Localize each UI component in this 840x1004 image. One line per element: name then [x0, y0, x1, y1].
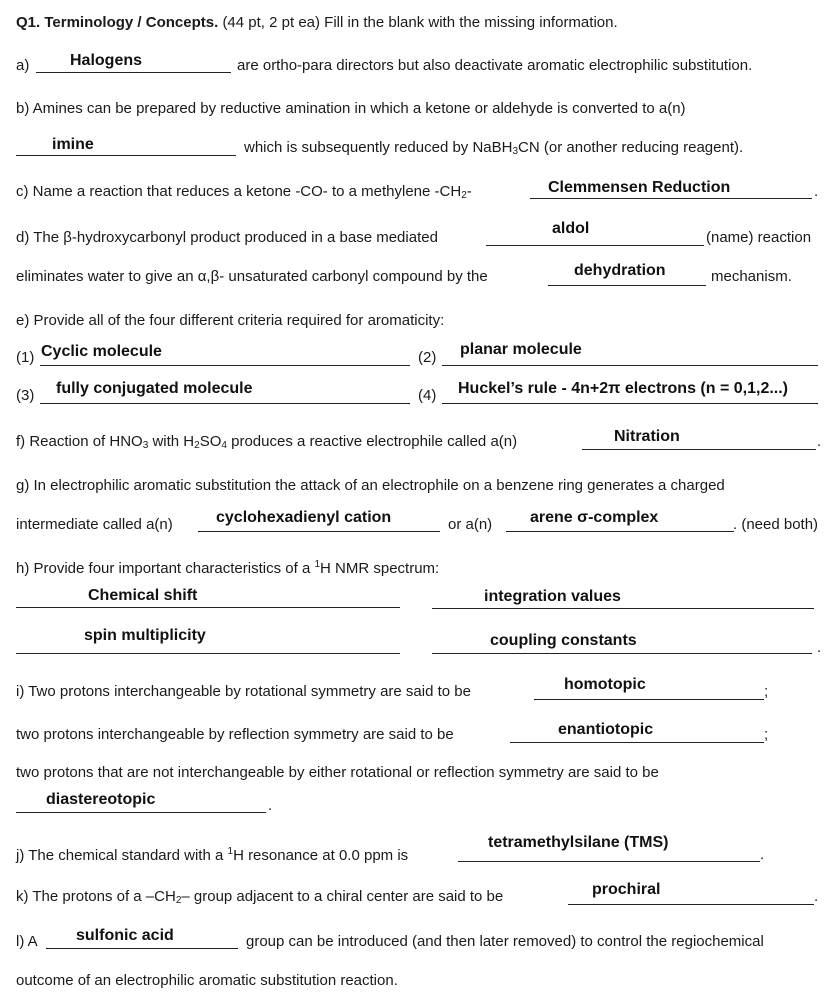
- item-a-blank: [36, 72, 231, 73]
- item-k-blank: [568, 904, 814, 905]
- item-h-blank-2: [432, 608, 814, 609]
- item-e-label-4: (4): [418, 387, 437, 404]
- item-h-post: H NMR spectrum:: [320, 560, 440, 577]
- item-k-post: – group adjacent to a chiral center are said to be: [181, 888, 504, 905]
- item-k-answer: prochiral: [592, 881, 661, 898]
- item-b-sub: 3: [512, 146, 519, 157]
- item-h-prompt: [16, 559, 439, 577]
- item-i-blank3: [16, 812, 266, 813]
- item-j-end: .: [760, 846, 765, 863]
- item-h-blank-4: [432, 653, 812, 654]
- item-b-blank: [16, 155, 236, 156]
- item-k-sub: 2: [175, 895, 182, 906]
- item-i-line3: two protons that are not interchangeable by either rotational or reflection symmetry are said to be: [16, 764, 659, 781]
- item-e-blank-4: [442, 403, 818, 404]
- item-i-end2: ;: [764, 726, 769, 743]
- item-l-blank: [46, 948, 238, 949]
- item-i-blank1: [534, 699, 764, 700]
- item-i-end3: .: [268, 797, 273, 814]
- item-i-answer2: enantiotopic: [558, 721, 654, 738]
- item-b-text-post: CN (or another reducing reagent).: [518, 139, 744, 156]
- item-k-text: [16, 888, 503, 906]
- item-e-answer-3: fully conjugated molecule: [56, 380, 253, 397]
- item-g-mid: or a(n): [448, 516, 493, 533]
- item-i-end1: ;: [764, 683, 769, 700]
- item-h-answer-2: integration values: [484, 588, 621, 605]
- item-e-label-1: (1): [16, 349, 35, 366]
- item-f-blank: [582, 449, 816, 450]
- item-g-answer1: cyclohexadienyl cation: [216, 509, 392, 526]
- item-k-pre: k) The protons of a –CH: [16, 888, 176, 905]
- item-i-answer1: homotopic: [564, 676, 646, 693]
- item-e-label-2: (2): [418, 349, 437, 366]
- item-d-line2: eliminates water to give an α,β- unsaturated carbonyl compound by the: [16, 268, 488, 285]
- item-l-label: l) A: [16, 933, 38, 950]
- item-e-answer-4: Huckel’s rule - 4n+2π electrons (n = 0,1,2...): [458, 380, 789, 397]
- item-e-blank-3: [40, 403, 410, 404]
- item-f-answer: Nitration: [614, 428, 680, 445]
- item-f-mid: with H: [152, 433, 195, 450]
- item-g-blank1: [198, 531, 440, 532]
- item-h-answer-4: coupling constants: [490, 632, 637, 649]
- item-d-answer1: aldol: [552, 220, 590, 237]
- item-h-end: .: [817, 639, 822, 656]
- item-j-answer: tetramethylsilane (TMS): [488, 834, 669, 851]
- item-d-blank2: [548, 285, 706, 286]
- item-j-pre: j) The chemical standard with a: [16, 847, 224, 864]
- item-h-blank-1: [16, 607, 400, 608]
- item-e-label-3: (3): [16, 387, 35, 404]
- item-j-post: H resonance at 0.0 ppm is: [233, 847, 409, 864]
- item-d-answer2: dehydration: [574, 262, 666, 279]
- item-l-text: group can be introduced (and then later removed) to control the regiochemical: [246, 933, 764, 950]
- item-l-line2: outcome of an electrophilic aromatic substitution reaction.: [16, 972, 398, 989]
- item-f-post: produces a reactive electrophile called a(n): [231, 433, 518, 450]
- item-g-answer2: arene σ-complex: [530, 509, 659, 526]
- item-f-text: [16, 433, 517, 451]
- item-d-line1-end: (name) reaction: [706, 229, 812, 246]
- item-f-sub2: 2: [194, 440, 200, 451]
- item-j-sup: 1: [227, 846, 234, 857]
- item-c-end: .: [814, 183, 819, 200]
- item-a-label: a): [16, 57, 30, 74]
- item-c-blank: [530, 198, 812, 199]
- item-c-dash: -: [466, 183, 472, 200]
- item-g-blank2: [506, 531, 734, 532]
- item-i-answer3: diastereotopic: [46, 791, 156, 808]
- item-g-line1: g) In electrophilic aromatic substitution the attack of an electrophile on a benzene ring generates a charged: [16, 477, 725, 494]
- item-h-sup: 1: [314, 559, 321, 570]
- item-j-blank: [458, 861, 760, 862]
- item-j-text: [16, 846, 408, 864]
- item-d-line1: d) The β-hydroxycarbonyl product produced in a base mediated: [16, 229, 438, 246]
- item-b-line2: [244, 139, 743, 157]
- item-g-pre: intermediate called a(n): [16, 516, 173, 533]
- item-b-answer: imine: [52, 136, 94, 153]
- item-d-line2-end: mechanism.: [711, 268, 792, 285]
- item-l-answer: sulfonic acid: [76, 927, 174, 944]
- item-c-answer: Clemmensen Reduction: [548, 179, 731, 196]
- item-c-sub: 2: [461, 190, 467, 201]
- item-f-end: .: [817, 433, 822, 450]
- item-k-end: .: [814, 888, 819, 905]
- item-f-sub3: 4: [221, 440, 227, 451]
- item-h-answer-1: Chemical shift: [88, 587, 198, 604]
- item-h-pre: h) Provide four important characteristics of a: [16, 560, 311, 577]
- item-b-text-pre: which is subsequently reduced by NaBH: [244, 139, 513, 156]
- item-e-blank-1: [40, 365, 410, 366]
- question-title: Q1. Terminology / Concepts.: [16, 14, 219, 31]
- item-c-pre: c) Name a reaction that reduces a ketone -CO- to a methylene -CH: [16, 183, 462, 200]
- question-header: [16, 14, 618, 31]
- item-b-line1: b) Amines can be prepared by reductive amination in which a ketone or aldehyde is converted to a(n): [16, 100, 686, 117]
- item-a-text: are ortho-para directors but also deactivate aromatic electrophilic substitution.: [237, 57, 753, 74]
- item-h-answer-3: spin multiplicity: [84, 627, 206, 644]
- item-e-blank-2: [442, 365, 818, 366]
- item-f-mid2: SO: [199, 433, 222, 450]
- item-e-prompt: e) Provide all of the four different criteria required for aromaticity:: [16, 312, 445, 329]
- item-i-line2: two protons interchangeable by reflection symmetry are said to be: [16, 726, 454, 743]
- item-c-text: [16, 183, 472, 201]
- item-i-line1: i) Two protons interchangeable by rotational symmetry are said to be: [16, 683, 471, 700]
- item-a-answer: Halogens: [70, 52, 143, 69]
- question-instructions: (44 pt, 2 pt ea) Fill in the blank with the missing information.: [222, 14, 618, 31]
- item-i-blank2: [510, 742, 764, 743]
- item-e-answer-2: planar molecule: [460, 341, 582, 358]
- item-f-pre: f) Reaction of HNO: [16, 433, 143, 450]
- item-d-blank1: [486, 245, 704, 246]
- item-g-end: . (need both): [733, 516, 819, 533]
- item-e-answer-1: Cyclic molecule: [41, 343, 162, 360]
- item-h-blank-3: [16, 653, 400, 654]
- item-f-sub1: 3: [142, 440, 149, 451]
